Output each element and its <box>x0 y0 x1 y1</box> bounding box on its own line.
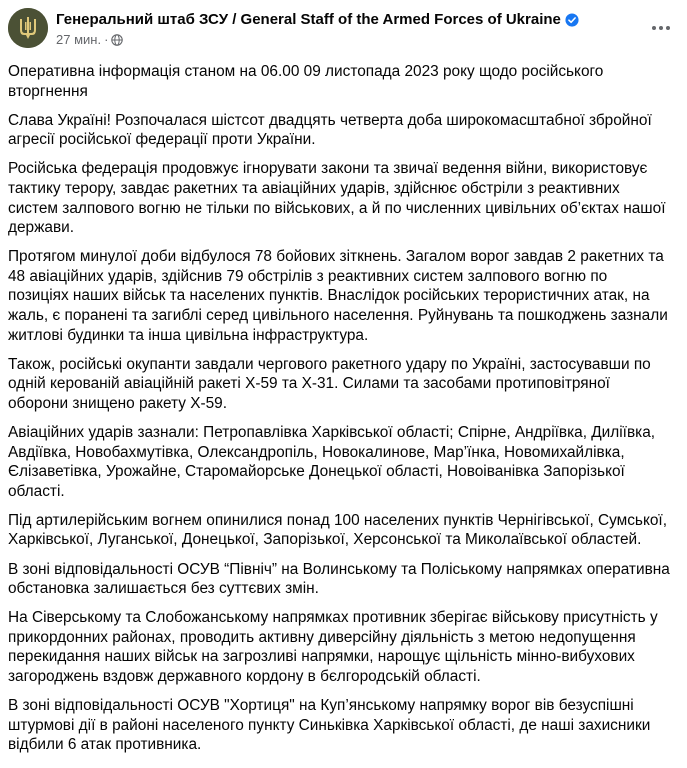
post-header <box>8 8 679 54</box>
post-paragraph: Авіаційних ударів зазнали: Петропавлівка Харківської області; Спірне, Андріївка, Диліївка, Авдіївка, Новобахмутівка, Олександропіль, Новокалинове, Мар’їнка, Новомихайлівка, Єлізаветівка, Урожайне, Старомайорське Донецької області, Новоіванівка Запорізької області. <box>8 424 656 500</box>
post-paragraph: В зоні відповідальності ОСУВ “Північ” на Волинському та Поліському напрямках оперативна обстановка залишається без суттєвих змін. <box>8 560 670 598</box>
post-timestamp[interactable]: 27 мин. <box>56 32 102 47</box>
trident-emblem-icon <box>8 8 48 48</box>
post-paragraph: Російська федерація продовжує ігнорувати закони та звичаї ведення війни, використовує тактику терору, завдає ракетних та авіаційних ударів, здійснює обстріли з реактивних систем залпового вогню не тільки по військових, а й по численних цивільних об’єктах нашої держави. <box>8 160 666 237</box>
post-paragraph: Протягом минулої доби відбулося 78 бойових зіткнень. Загалом ворог завдав 2 ракетних та 48 авіаційних ударів, здійснив 79 обстрілів з реактивних систем залпового вогню по позиціях наших військ та населених пунктів. Внаслідок російських терористичних атак, на жаль, є поранені та загиблі серед цивільного населення. Руйнувань та пошкоджень зазнали житлові будинки та інша цивільна інфраструктура. <box>8 248 668 344</box>
post-paragraph: Оперативна інформація станом на 06.00 09 листопада 2023 року щодо російського вторгнення <box>8 63 604 100</box>
post-paragraph: Під артилерійським вогнем опинилися понад 100 населених пунктів Чернігівської, Сумської, Харківської, Луганської, Донецької, Запорізької, Херсонської та Миколаївської областей. <box>8 511 667 549</box>
post-meta <box>56 32 123 50</box>
meta-separator: · <box>104 32 109 47</box>
globe-icon <box>111 34 123 50</box>
more-options-icon <box>649 16 673 40</box>
post-paragraph: Також, російські окупанти завдали чергового ракетного удару по Україні, застосувавши по одній керованій авіаційній ракеті Х-59 та Х-31. Силами та засобами протиповітряної оборони знищено ракету Х-59. <box>8 355 651 412</box>
page-avatar[interactable] <box>8 8 48 48</box>
post-paragraph: Слава Україні! Розпочалася шістсот двадцять четверта доба широкомасштабної збройної агресії російської федерації проти України. <box>8 111 652 149</box>
more-options-button[interactable] <box>649 16 673 40</box>
verified-badge-icon <box>565 13 579 33</box>
post-paragraph: На Сіверському та Слобожанському напрямках противник зберігає військову присутність у прикордонних районах, проводить активну диверсійну діяльність з метою недопущення перекидання наших військ на загрозливі напрямки, нарощує щільність мінно-вибухових загороджень вздовж державного кордону в бєлгородській області. <box>8 609 658 686</box>
page-name-row <box>56 10 579 33</box>
page-name-link[interactable]: Генеральний штаб ЗСУ / General Staff of the Armed Forces of Ukraine <box>56 11 561 28</box>
post-body <box>8 62 672 764</box>
post-paragraph: В зоні відповідальності ОСУВ "Хортиця" на Куп’янському напрямку ворог вів безуспішні штурмові дії в районі населеного пункту Синьківка Харківської області, де наші захисники відбили 6 атак противника. <box>8 697 651 754</box>
